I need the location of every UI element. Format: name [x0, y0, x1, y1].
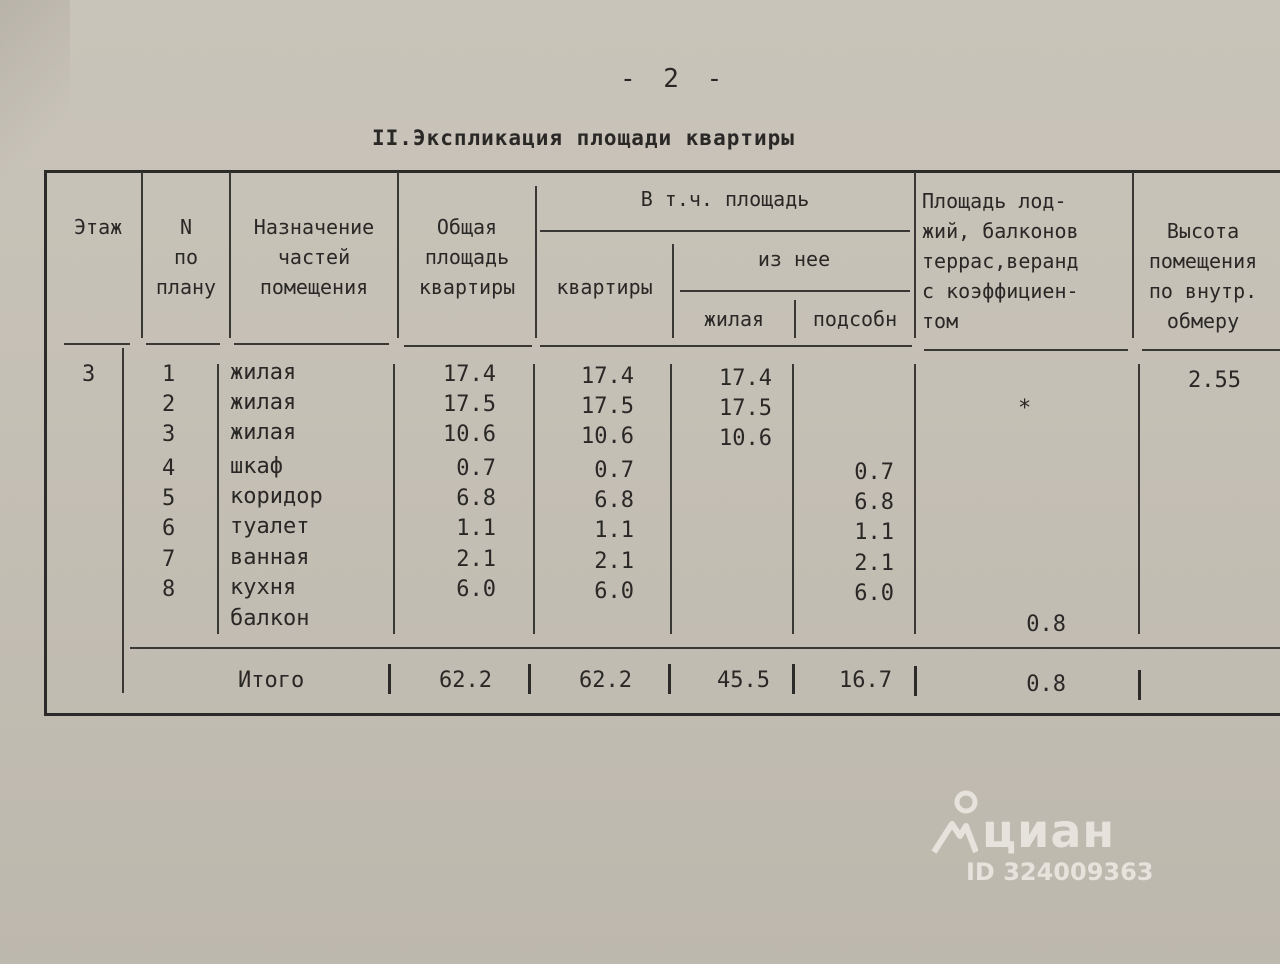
total-apartment-area: 62.2 [579, 668, 632, 693]
row-plan-number: 8 [162, 577, 176, 602]
row-total-area: 6.8 [456, 486, 496, 511]
grid-line [680, 290, 910, 292]
grid-line [792, 364, 794, 634]
total-separator [388, 664, 391, 694]
location-pin-icon [930, 786, 978, 856]
grid-line [146, 343, 220, 345]
header-room-height: Высота помещения по внутр. обмеру [1148, 219, 1258, 333]
header-plan-number: N по плану [155, 215, 217, 299]
grid-line [1132, 172, 1134, 338]
row-living-area: 17.4 [719, 366, 772, 391]
row-living-area: 17.5 [719, 396, 772, 421]
watermark-brand: циан [982, 804, 1116, 858]
row-auxiliary-area: 0.7 [854, 460, 894, 485]
row-purpose: жилая [230, 390, 297, 415]
row-total-area: 2.1 [456, 547, 496, 572]
row-total-area: 1.1 [456, 516, 496, 541]
row-auxiliary-area: 1.1 [854, 520, 894, 545]
grid-line [404, 345, 532, 347]
total-separator [528, 664, 531, 694]
height-value: 2.55 [1188, 368, 1241, 393]
total-separator [914, 666, 917, 696]
row-total-area: 17.5 [443, 392, 496, 417]
page-number: - 2 - [620, 64, 729, 94]
row-apartment-area: 6.0 [594, 579, 634, 604]
total-separator [668, 664, 671, 694]
row-auxiliary-area: 6.0 [854, 581, 894, 606]
row-auxiliary-area: 6.8 [854, 490, 894, 515]
header-living: жилая [703, 307, 765, 331]
row-loggia-area: 0.8 [1026, 612, 1066, 637]
grid-line [234, 343, 389, 345]
grid-line [670, 364, 672, 634]
grid-line [1142, 349, 1280, 351]
grid-line [914, 364, 916, 634]
header-auxiliary: подсобн [812, 307, 898, 331]
total-label: Итого [238, 668, 305, 693]
floor-value: 3 [82, 362, 96, 387]
header-total-area: Общая площадь квартиры [418, 215, 516, 299]
grid-line [130, 647, 1280, 649]
row-plan-number: 2 [162, 392, 176, 417]
document-title: II.Экспликация площади квартиры [372, 126, 795, 150]
row-apartment-area: 17.5 [581, 394, 634, 419]
total-auxiliary-area: 16.7 [839, 668, 892, 693]
row-apartment-area: 1.1 [594, 518, 634, 543]
row-purpose: балкон [230, 606, 310, 631]
star-mark: * [1018, 396, 1032, 421]
row-total-area: 10.6 [443, 422, 496, 447]
row-apartment-area: 10.6 [581, 424, 634, 449]
total-separator [1138, 670, 1141, 700]
grid-line [217, 364, 219, 634]
grid-line [535, 186, 537, 338]
header-floor: Этаж [74, 215, 123, 239]
header-apartment: квартиры [556, 275, 653, 299]
watermark-id: ID 324009363 [966, 858, 1154, 886]
header-purpose: Назначение частей помещения [253, 215, 375, 299]
row-plan-number: 3 [162, 422, 176, 447]
row-plan-number: 5 [162, 486, 176, 511]
row-apartment-area: 6.8 [594, 488, 634, 513]
grid-line [924, 349, 1128, 351]
row-purpose: коридор [230, 484, 323, 509]
row-purpose: жилая [230, 420, 297, 445]
row-purpose: шкаф [230, 454, 283, 479]
row-total-area: 17.4 [443, 362, 496, 387]
row-living-area: 10.6 [719, 426, 772, 451]
total-separator [792, 664, 795, 694]
grid-line [1138, 364, 1140, 634]
total-living-area: 45.5 [717, 668, 770, 693]
total-loggia-area: 0.8 [1026, 672, 1066, 697]
row-purpose: жилая [230, 360, 297, 385]
row-apartment-area: 0.7 [594, 458, 634, 483]
grid-line [393, 364, 395, 634]
row-plan-number: 4 [162, 456, 176, 481]
row-plan-number: 1 [162, 362, 176, 387]
grid-line [914, 172, 916, 338]
row-plan-number: 7 [162, 547, 176, 572]
row-purpose: кухня [230, 575, 297, 600]
row-plan-number: 6 [162, 516, 176, 541]
row-apartment-area: 2.1 [594, 549, 634, 574]
grid-line [540, 230, 910, 232]
row-total-area: 0.7 [456, 456, 496, 481]
row-purpose: туалет [230, 514, 310, 539]
grid-line [540, 345, 912, 347]
grid-line [64, 343, 130, 345]
row-purpose: ванная [230, 545, 310, 570]
row-apartment-area: 17.4 [581, 364, 634, 389]
header-loggia-balcony: Площадь лод- жий, балконов террас,веранд с коэффициен- том [922, 189, 1079, 333]
grid-line [533, 364, 535, 634]
total-area-total: 62.2 [439, 668, 492, 693]
header-including-area: В т.ч. площадь [640, 187, 810, 211]
grid-line [122, 348, 124, 693]
row-total-area: 6.0 [456, 577, 496, 602]
header-of-which: из нее [757, 247, 831, 271]
row-auxiliary-area: 2.1 [854, 551, 894, 576]
